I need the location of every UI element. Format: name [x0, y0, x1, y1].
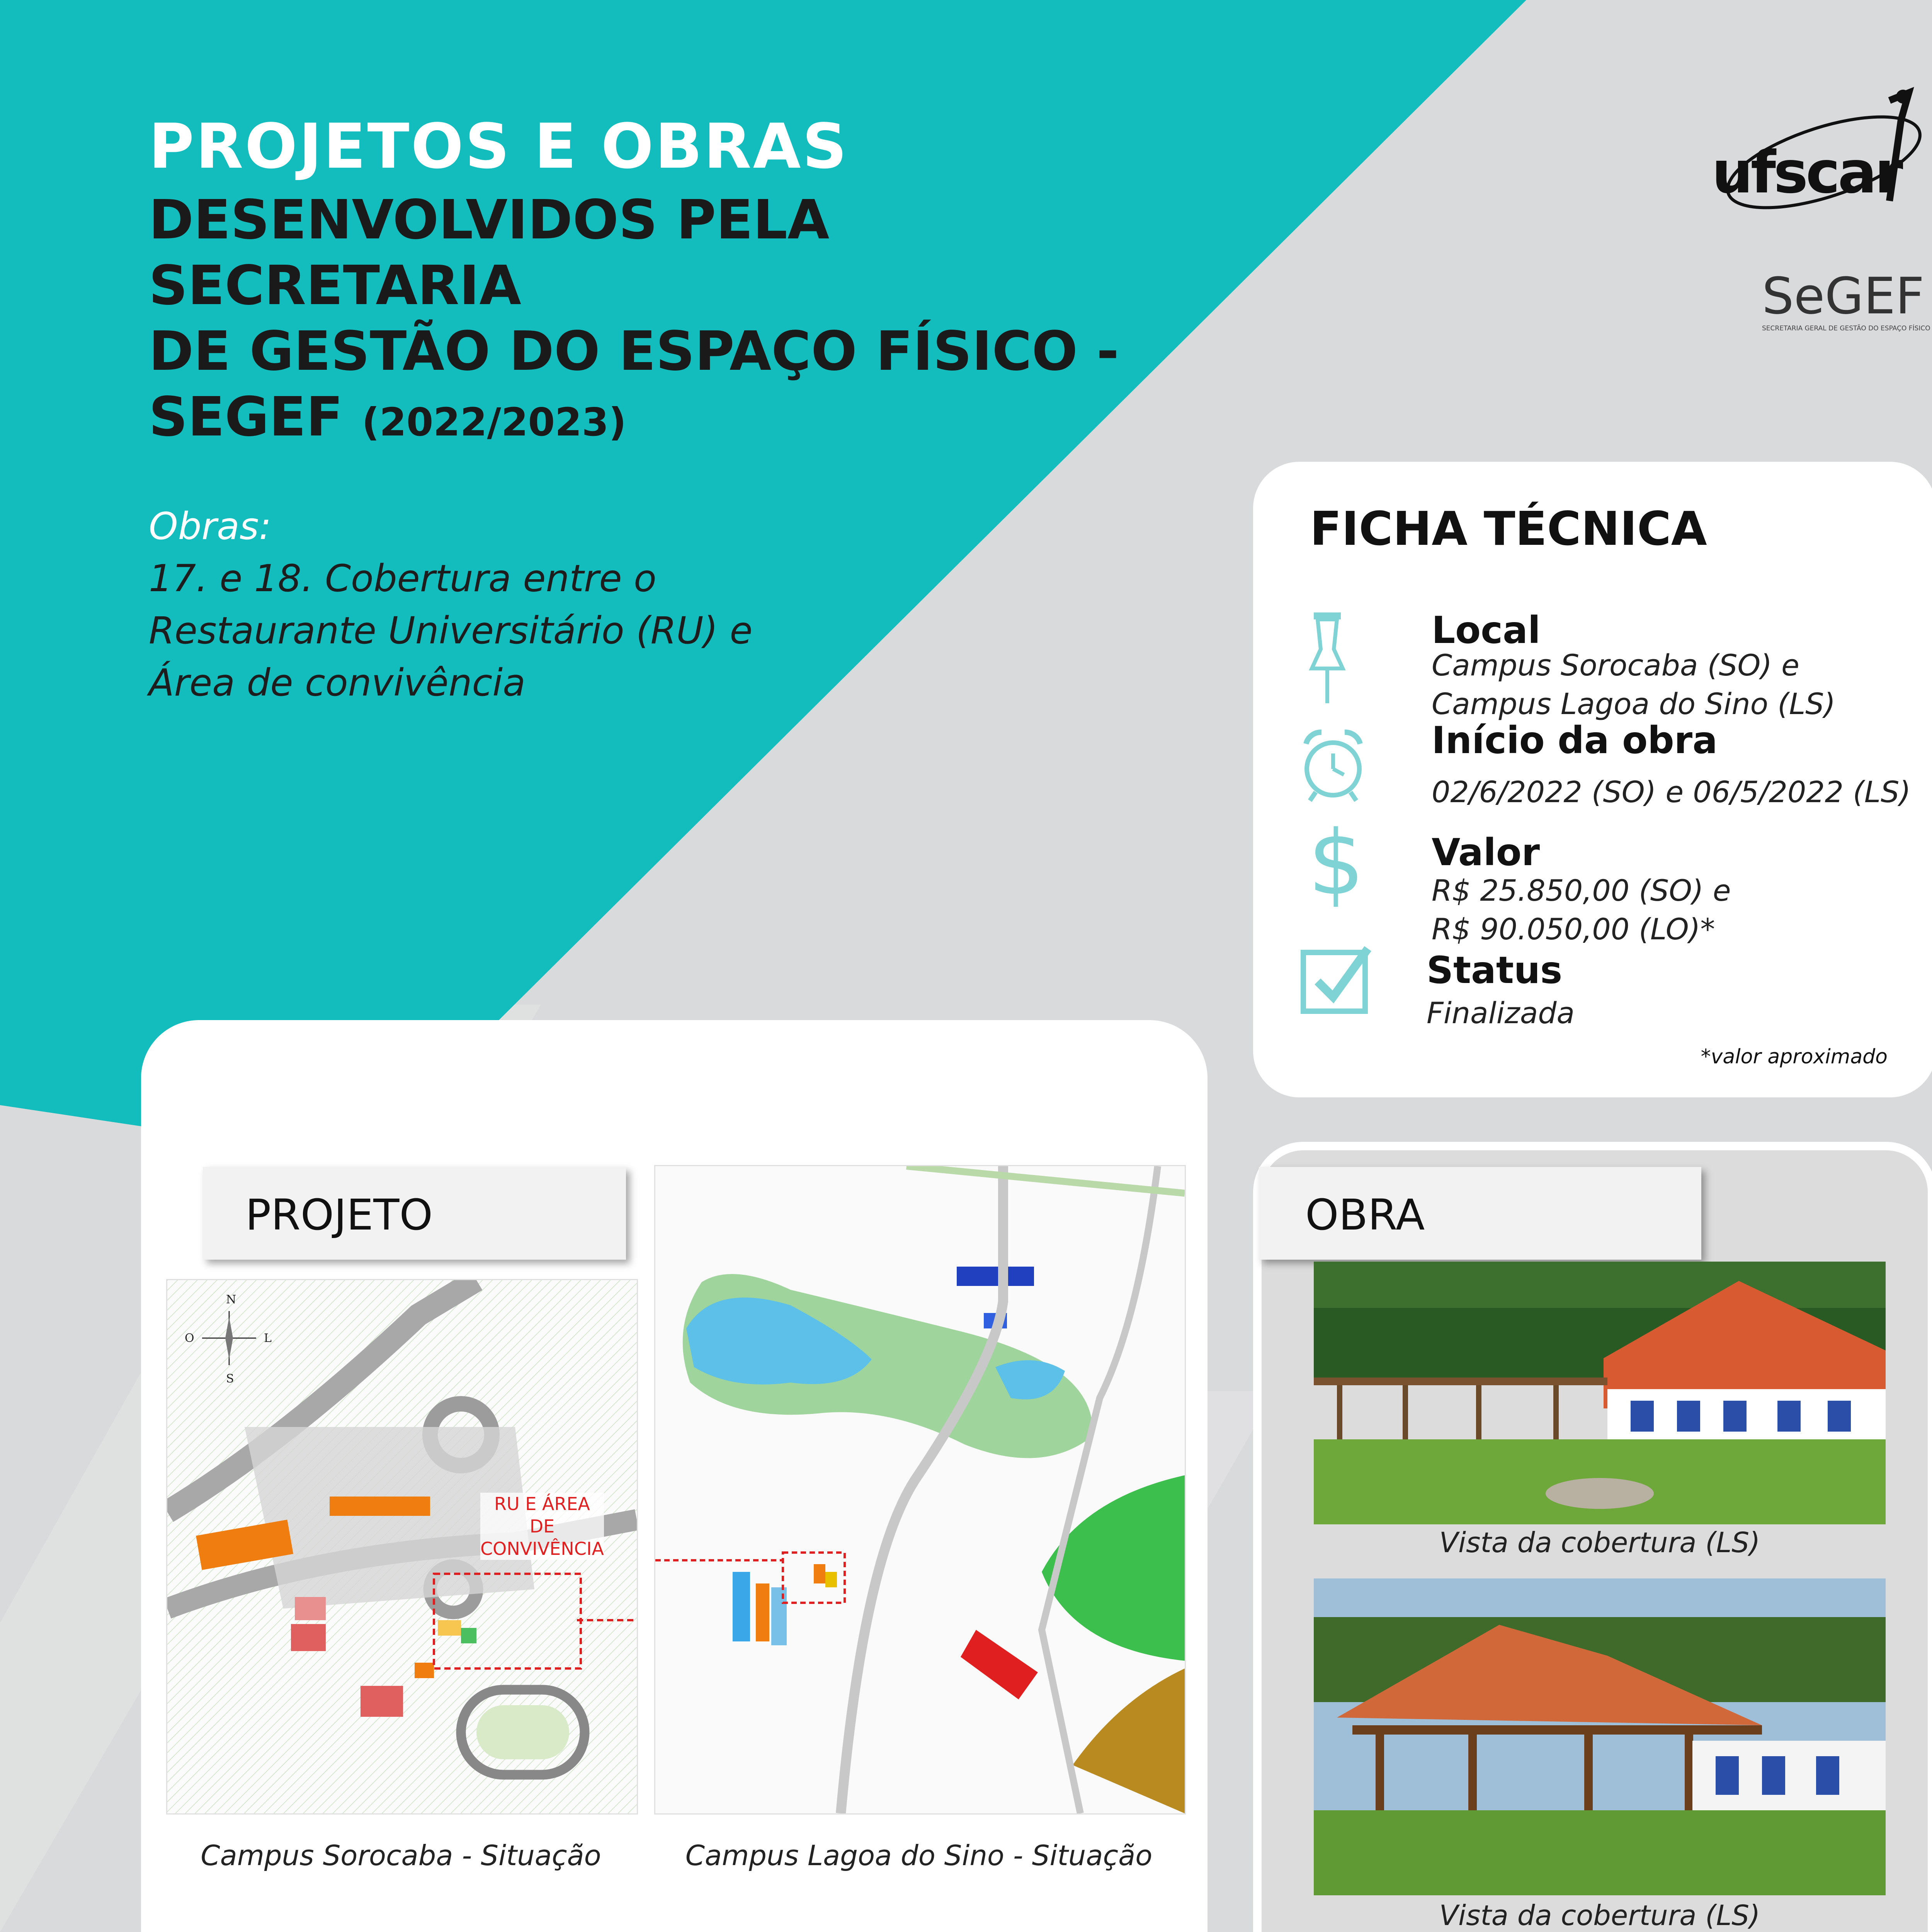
- obra-photo-1: [1314, 1262, 1886, 1524]
- obras-line1: 17. e 18. Cobertura entre o: [149, 557, 656, 600]
- status-label: Status: [1427, 949, 1563, 992]
- title-line4-wrap: [149, 384, 1192, 455]
- sorocaba-map: [166, 1279, 638, 1815]
- title-line2: DESENVOLVIDOS PELA SECRETARIA: [149, 189, 830, 317]
- title-year: (2022/2023): [362, 400, 626, 445]
- segef-logo: [1754, 267, 1932, 340]
- local-label: Local: [1432, 609, 1541, 652]
- obra-tab-label: OBRA: [1305, 1190, 1425, 1240]
- map-label-ru: RU E ÁREA DE CONVIVÊNCIA: [480, 1493, 604, 1559]
- valor-label: Valor: [1432, 831, 1540, 874]
- compass-o: O: [185, 1332, 194, 1345]
- obra-tab: [1259, 1167, 1701, 1260]
- compass-l: L: [264, 1332, 272, 1345]
- local-value1: Campus Sorocaba (SO) e: [1432, 648, 1799, 682]
- alarm-clock-icon: [1298, 726, 1368, 805]
- title-line4: SEGEF: [149, 386, 343, 449]
- obras-line3: Área de convivência: [149, 661, 526, 704]
- elevacao-drawing: [672, 1930, 1184, 1932]
- projeto-tab-label: PROJETO: [245, 1190, 433, 1240]
- local-value2: Campus Lagoa do Sino (LS): [1432, 687, 1836, 721]
- ficha-footnote: *valor aproximado: [1701, 1045, 1888, 1068]
- obra-caption-1: Vista da cobertura (LS): [1439, 1526, 1760, 1559]
- projeto-tab: [203, 1167, 626, 1260]
- ufscar-logo-text: ufscar: [1712, 139, 1901, 206]
- segef-logo-text: SeGEF: [1762, 267, 1925, 325]
- corte-drawing: [203, 1918, 632, 1932]
- obras-line2: Restaurante Universitário (RU) e: [149, 609, 753, 652]
- lagoa-map: [654, 1165, 1186, 1815]
- compass-s: S: [226, 1372, 234, 1386]
- status-value: Finalizada: [1427, 996, 1575, 1030]
- dollar-icon: $: [1308, 812, 1365, 915]
- valor-value1: R$ 25.850,00 (SO) e: [1432, 873, 1731, 908]
- segef-logo-subtitle: SECRETARIA GERAL DE GESTÃO DO ESPAÇO FÍSICO: [1762, 325, 1930, 332]
- title-line3: DE GESTÃO DO ESPAÇO FÍSICO -: [149, 320, 1119, 383]
- obra-photo-2: [1314, 1578, 1886, 1895]
- title-block: [149, 187, 1192, 455]
- compass-n: N: [226, 1293, 236, 1306]
- caption-sorocaba: Campus Sorocaba - Situação: [201, 1839, 601, 1872]
- ufscar-logo: [1708, 85, 1932, 213]
- caption-lagoa: Campus Lagoa do Sino - Situação: [685, 1839, 1153, 1872]
- inicio-label: Início da obra: [1432, 719, 1718, 762]
- obras-block: [149, 500, 844, 709]
- valor-value2: R$ 90.050,00 (LO)*: [1432, 912, 1715, 946]
- inicio-value: 02/6/2022 (SO) e 06/5/2022 (LS): [1432, 775, 1911, 809]
- obras-label: Obras:: [149, 505, 272, 548]
- checkbox-icon: [1300, 945, 1374, 1016]
- pin-icon: [1306, 611, 1349, 709]
- title-line1: PROJETOS E OBRAS: [149, 110, 849, 182]
- ficha-title: FICHA TÉCNICA: [1310, 502, 1707, 556]
- obra-caption-2: Vista da cobertura (LS): [1439, 1899, 1760, 1932]
